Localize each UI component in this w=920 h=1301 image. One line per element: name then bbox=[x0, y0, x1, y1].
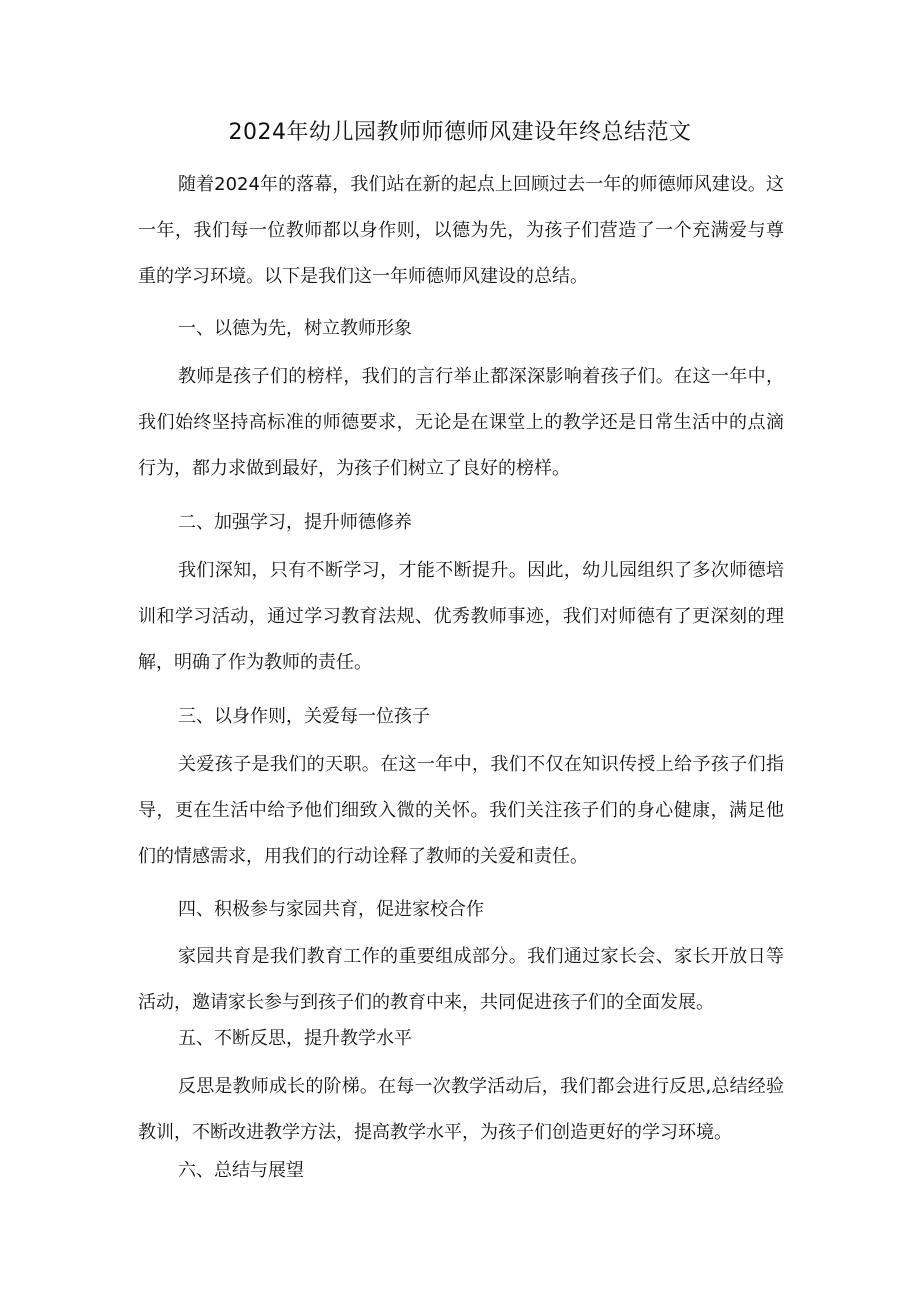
section-body-5: 反思是教师成长的阶梯。在每一次教学活动后，我们都会进行反思,总结经验教训，不断改进教学方法，提高教学水平，为孩子们创造更好的学习环境。 bbox=[138, 1076, 784, 1143]
section-body-4: 家园共育是我们教育工作的重要组成部分。我们通过家长会、家长开放日等活动，邀请家长参与到孩子们的教育中来，共同促进孩子们的全面发展。 bbox=[138, 946, 784, 1013]
section-body-2: 我们深知，只有不断学习，才能不断提升。因此，幼儿园组织了多次师德培训和学习活动，通过学习教育法规、优秀教师事迹，我们对师德有了更深刻的理解，明确了作为教师的责任。 bbox=[138, 560, 784, 673]
section-heading-3: 三、以身作则，关爱每一位孩子 bbox=[178, 706, 430, 727]
section-heading-2: 二、加强学习，提升师德修养 bbox=[178, 512, 412, 533]
section-body-1: 教师是孩子们的榜样，我们的言行举止都深深影响着孩子们。在这一年中，我们始终坚持高标准的师德要求，无论是在课堂上的教学还是日常生活中的点滴行为，都力求做到最好，为孩子们树立了良好的榜样。 bbox=[138, 366, 784, 479]
section-body-3: 关爱孩子是我们的天职。在这一年中，我们不仅在知识传授上给予孩子们指导，更在生活中给予他们细致入微的关怀。我们关注孩子们的身心健康，满足他们的情感需求，用我们的行动诠释了教师的关爱和责任。 bbox=[138, 754, 784, 867]
intro-paragraph: 随着2024年的落幕，我们站在新的起点上回顾过去一年的师德师风建设。这一年，我们每一位教师都以身作则，以德为先，为孩子们营造了一个充满爱与尊重的学习环境。以下是我们这一年师德师风建设的总结。 bbox=[138, 174, 784, 287]
document-title: 2024年幼儿园教师师德师风建设年终总结范文 bbox=[228, 120, 692, 145]
section-heading-4: 四、积极参与家园共育，促进家校合作 bbox=[178, 899, 484, 920]
section-heading-6: 六、总结与展望 bbox=[178, 1160, 304, 1181]
section-heading-5: 五、不断反思，提升教学水平 bbox=[178, 1028, 412, 1049]
section-heading-1: 一、以德为先，树立教师形象 bbox=[178, 318, 412, 339]
